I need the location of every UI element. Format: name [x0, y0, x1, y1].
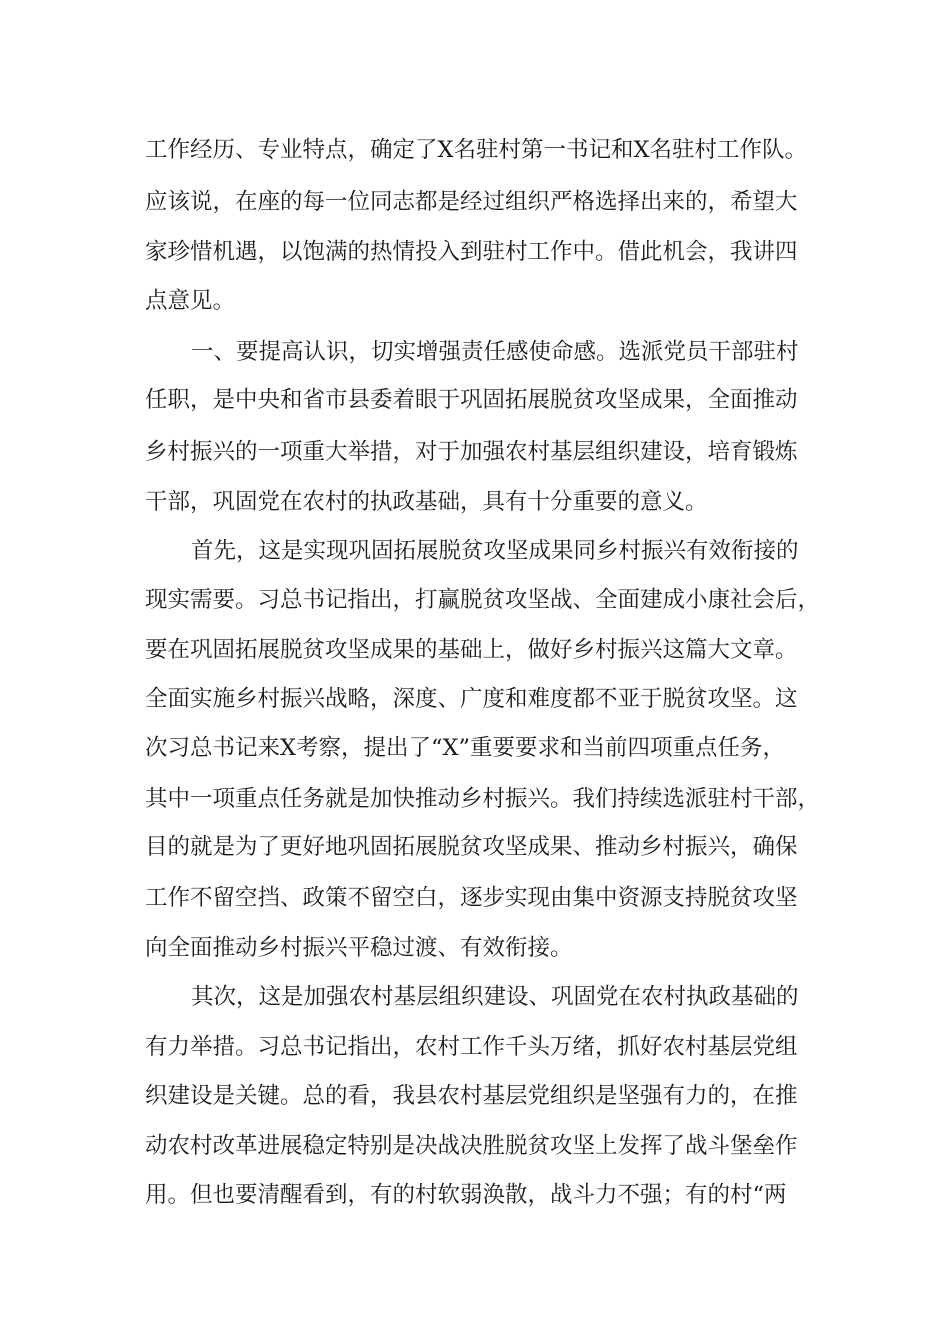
text-line: 现实需要。习总书记指出，打赢脱贫攻坚战、全面建成小康社会后， [145, 587, 821, 613]
text-line: 首先，这是实现巩固拓展脱贫攻坚成果同乡村振兴有效衔接的 [191, 538, 799, 564]
text-line: 一、要提高认识，切实增强责任感使命感。选派党员干部驻村 [191, 339, 799, 365]
text-line: 要在巩固拓展脱贫攻坚成果的基础上，做好乡村振兴这篇大文章。 [145, 637, 798, 663]
text-line: 用。但也要清醒看到，有的村软弱涣散，战斗力不强；有的村“两 [145, 1182, 787, 1208]
text-line: 全面实施乡村振兴战略，深度、广度和难度都不亚于脱贫攻坚。这 [145, 686, 798, 712]
text-line: 家珍惜机遇，以饱满的热情投入到驻村工作中。借此机会，我讲四 [145, 239, 798, 265]
text-line: 乡村振兴的一项重大举措，对于加强农村基层组织建设，培育锻炼 [145, 439, 798, 465]
text-line: 目的就是为了更好地巩固拓展脱贫攻坚成果、推动乡村振兴，确保 [145, 834, 798, 860]
text-line: 应该说，在座的每一位同志都是经过组织严格选择出来的，希望大 [145, 189, 798, 215]
text-line: 次习总书记来X考察，提出了“X”重要要求和当前四项重点任务， [145, 735, 786, 761]
text-line: 点意见。 [145, 288, 236, 314]
text-line: 织建设是关键。总的看，我县农村基层党组织是坚强有力的，在推 [145, 1083, 798, 1109]
text-line: 动农村改革进展稳定特别是决战决胜脱贫攻坚上发挥了战斗堡垒作 [145, 1133, 798, 1159]
text-line: 工作经历、专业特点，确定了X名驻村第一书记和X名驻村工作队。 [145, 137, 808, 163]
text-line: 任职，是中央和省市县委着眼于巩固拓展脱贫攻坚成果，全面推动 [145, 387, 798, 413]
text-line: 工作不留空挡、政策不留空白，逐步实现由集中资源支持脱贫攻坚 [145, 885, 798, 911]
text-line: 有力举措。习总书记指出，农村工作千头万绪，抓好农村基层党组 [145, 1034, 798, 1060]
text-line: 向全面推动乡村振兴平稳过渡、有效衔接。 [145, 935, 573, 961]
text-line: 其次，这是加强农村基层组织建设、巩固党在农村执政基础的 [191, 984, 799, 1010]
text-line: 其中一项重点任务就是加快推动乡村振兴。我们持续选派驻村干部， [145, 786, 821, 812]
text-line: 干部，巩固党在农村的执政基础，具有十分重要的意义。 [145, 489, 708, 515]
